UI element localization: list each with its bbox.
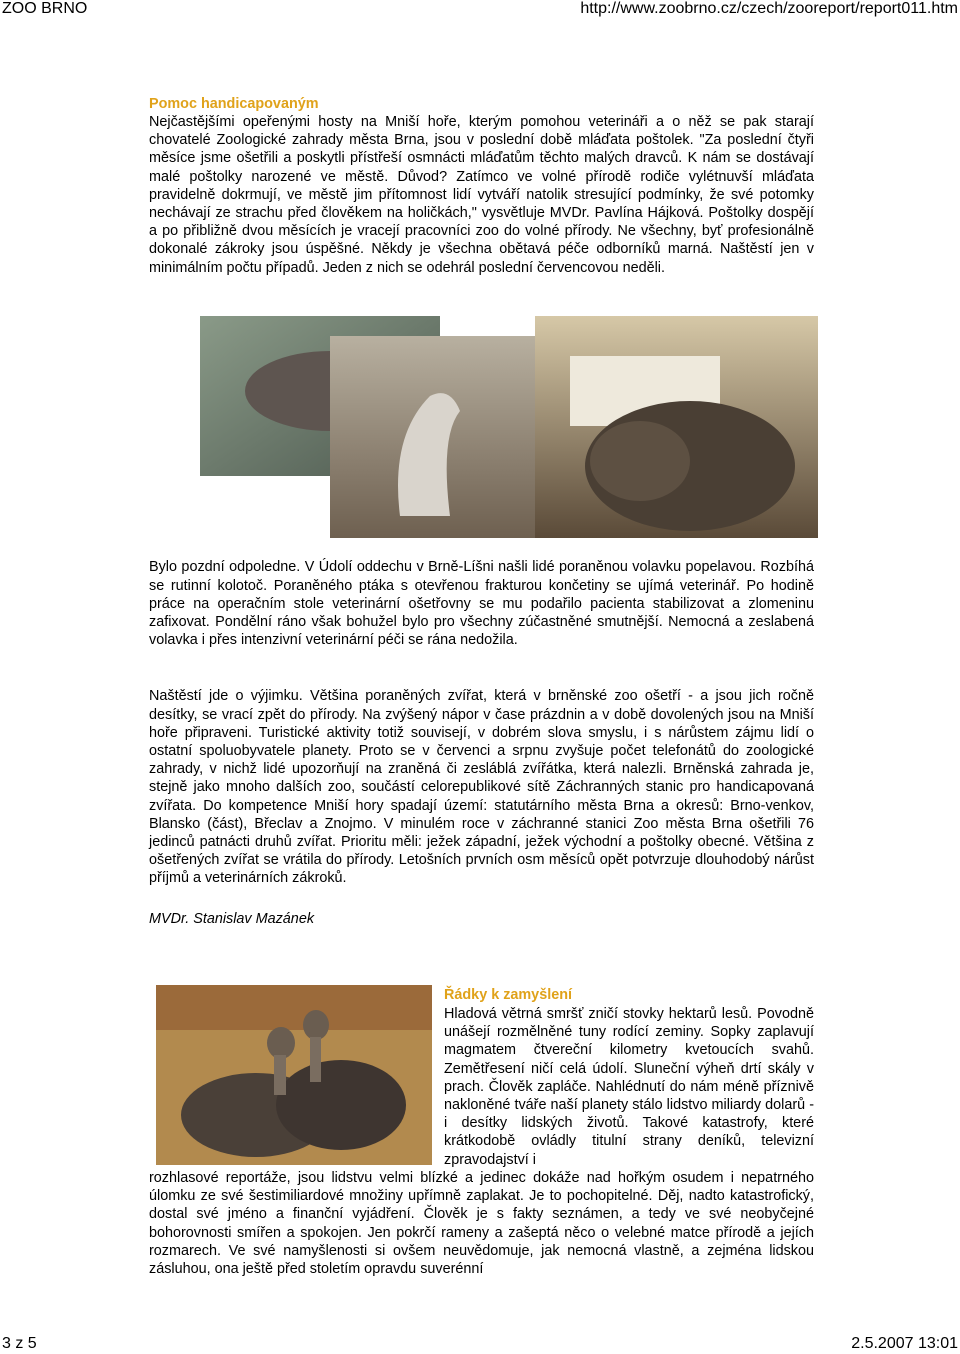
heron-paragraph: Bylo pozdní odpoledne. V Údolí oddechu v Brně-Líšni našli lidé poraněnou volavku popelavou. Rozbíhá se rutinní kolotoč. Poraněného ptáka s otevřenou frakturou končetiny se ujímá veterinář. Po hodině práce na operačním stole veterinární ošetřovny se mu podařilo pacienta stabilizovat a zlomeninu zafixovat. Pondělní ráno však bohužel bylo pro všechny zúčastněné smutnější. Nemocná a zeslabená volavka i přes intenzivní veterinární péči se rána nedožila. [149, 559, 814, 649]
page-header [0, 0, 960, 18]
page-footer [0, 1335, 960, 1353]
statistics-paragraph: Naštěstí jde o výjimku. Většina poraněných zvířat, která v brněnské zoo ošetří - a jsou jich ročně desítky, se vrací zpět do přírody. Na zvýšený nápor v čase prázdnin a v době dovolených jsou na Mniší hoře připraveni. Turistické aktivity totiž souvisejí, v dobrém slova smyslu, i s nárůstem zájmu lidí o ostatní spoluobyvatele planety. Proto se v červenci a srpnu zvyšuje počet telefonátů do zoologické zahrady, v nichž lidé upozorňují na zraněná či zesláblá zvířátka, která nalezli. Brněnská zahrada je, stejně jako mnoho dalších zoo, součástí celorepublikové sítě Záchranných stanic pro handicapovaná zvířata. Do kompetence Mniší hory spadají území: statutárního města Brna a okresů: Brno-venkov, Blansko (část), Břeclav a Znojmo. V minulém roce v záchranné stanici Zoo města Brna ošetřili 76 jedinců patnácti druhů zvířat. Prioritu měli: ježek západní, ježek východní a poštolky obecné. Většina z ošetřených zvířat se vrátila do přírody. Letošních prvních osm měsíců opět potvrzuje dlouhodobý nárůst příjmů a veterinárních zákroků. [149, 688, 814, 887]
section-paragraph: Nejčastějšími opeřenými hosty na Mniší hoře, kterým pomohou veterináři a o něž se pak starají chovatelé Zoologické zahrady města Brna, jsou v poslední době mláďata poštolek. "Za poslední čtyři měsíce jsme ošetřili a poskytli přístřeší osmnácti mláďatům těchto malých dravců. K nám se dostávají malé poštolky narozené ve městě. Důvod? Zatímco ve volné přírodě rodiče vylétnuvší mláďata pravidelně dokrmují, ve městě jim přítomnost lidí vytváří natolik stresující podmínky, že své potomky nechávají ze strachu před člověkem na holičkách," vysvětluje MVDr. Pavlína Hájková. Poštolky dospějí a po přibližně dvou měsících je vracejí pracovníci zoo do volné přírody. Ne všechny, byť profesionálně dokonalé zákroky jsou úspěšné. Někdy je všechna obětavá péče odborníků marná. Naštěstí jen v minimálním počtu případů. Jeden z nich se odehrál poslední červencovou neděli. [149, 114, 814, 276]
author-signature: MVDr. Stanislav Mazánek [149, 911, 315, 927]
reflection-paragraph-side: Hladová větrná smršť zničí stovky hektarů lesů. Povodně unášejí rozmělněné tuny rodící zeminy. Sopky zaplavují magmatem čtvereční kilometry kvetoucích svahů. Zemětřesení ničí celá údolí. Sluneční výheň drtí skály v prach. Člověk zapláče. Nahlédnutí do nám méně příznivě nakloněné tváře naší planety stálo lidstvo miliardy dolarů - i desítky lidských životů. Takové katastrofy, které krátkodobě ovládly titulní strany deníků, televizní zpravodajství i [444, 1006, 814, 1168]
section-heading: Pomoc handicapovaným [149, 96, 319, 112]
animal-photo-collage [200, 316, 818, 538]
collage-image [200, 316, 818, 538]
header-site-name: ZOO BRNO [2, 0, 88, 17]
ostrich-chicks-photo [156, 985, 432, 1165]
reflection-heading: Řádky k zamyšlení [444, 987, 572, 1003]
ostrich-image [156, 985, 432, 1165]
footer-page-number: 3 z 5 [2, 1335, 37, 1352]
footer-timestamp: 2.5.2007 13:01 [851, 1335, 958, 1352]
reflection-paragraph-full: rozhlasové reportáže, jsou lidstvu velmi blízké a jedinec dokáže nad hořkým osudem i nepatrného úlomku ze své šestimiliardové množiny upřímně zaplakat. Je to pochopitelné. Děj, nadto katastrofický, dostal své jméno a finanční vyjádření. Člověk je s fakty seznámen, a tedy ve své neobyčejné bohorovnosti smířen a spokojen. Jen pokrčí rameny a zašeptá něco o velebné matce přírodě a jejích rozmarech. Ve své namyšlenosti si ovšem neuvědomuje, jak nemocná vlastně, a zejména lidskou zásluhou, ona ještě před stoletím opravdu suverénní [149, 1170, 814, 1278]
section-rescue [149, 95, 814, 277]
header-url[interactable]: http://www.zoobrno.cz/czech/zooreport/report011.htm [580, 0, 958, 17]
